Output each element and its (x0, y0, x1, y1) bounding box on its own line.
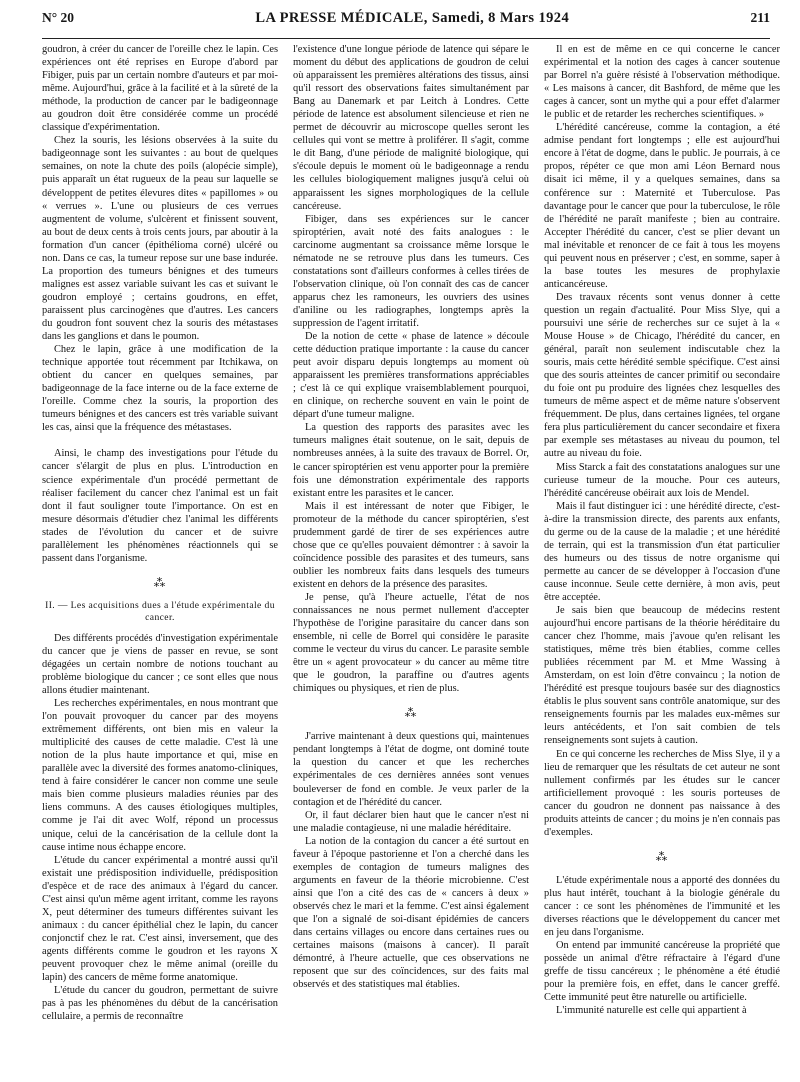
article-columns (42, 43, 780, 1023)
paragraph: Chez la souris, les lésions observées à la suite du badigeonnage sont les suivantes : au bout de quelques semaines, on note la chute des poils (alopécie simple), puis apparaît un état rugueux de la peau sur laquelle se développent de petites élevures dites « papillomes » ou « verrues ». L'une ou plusieurs de ces verrues augmentent de volume, s'ulcèrent et finissent souvent, au bout de deux cents à trois cents jours, par aboutir à la formation d'un cancer (épithélioma corné) ulcéré ou non. Dans ce cas, la tumeur repose sur une base indurée. La proportion des tumeurs bénignes et des tumeurs malignes est assez variable suivant les cas et suivant le goudron employé ; certains goudrons, en effet, paraissent plus carcinogènes que d'autres. Les cancers du goudron font souvent chez la souris des métastases dans les ganglions et dans le poumon. (42, 135, 278, 343)
paragraph: L'étude du cancer expérimental a montré aussi qu'il existait une prédisposition individuelle, prédisposition d'espèce et de race des animaux à l'égard du cancer. C'est ainsi qu'un même agent irritant, comme les rayons X, peut déterminer des tumeurs différentes suivant les animaux : du cancer épithélial chez le lapin, du cancer conjonctif chez le rat. C'est ainsi, inversement, que des agents différents comme le goudron et les rayons X peuvent provoquer chez le même animal (oreille du lapin) des cancers de même forme anatomique. (42, 854, 278, 984)
running-header (42, 10, 770, 32)
asterism: ⁂ (153, 575, 167, 590)
section-heading: II. — Les acquisitions dues a l'étude expérimentale du cancer. (45, 599, 275, 623)
paragraph: Je pense, qu'à l'heure actuelle, l'état de nos connaissances ne nous permet nullement d'accepter l'hypothèse de l'origine parasitaire du cancer dans son ensemble, ni celle de Borrel qui considère le parasite comme le vecteur du virus du cancer. Le parasite semble être un « agent provocateur » du cancer au même titre que le goudron, la paraffine ou d'autres agents chimiques ou physiques, et rien de plus. (293, 591, 529, 695)
paragraph: Des travaux récents sont venus donner à cette question un regain d'actualité. Pour Miss Slye, qui a poursuivi une série de recherches sur ce sujet à la « Mouse House » de Chicago, l'hérédité du cancer, en général, paraît non seulement indiscutable chez la souris, mais cette hérédité semble spécifique. C'est ainsi que des souris atteintes de cancer primitif ou secondaire du foie ont pu produire des lignées chez lesquelles des tumeurs de même aspect et de même nature s'observent fréquemment. De plus, dans certaines lignées, tel organe fera plus particulièrement du cancer secondaire et fixera par exemple ses métastases au niveau du poumon, tel autre au niveau du foie. (544, 291, 780, 460)
paragraph: l'existence d'une longue période de latence qui sépare le moment du début des applications de goudron de celui où apparaissent les premières altérations des tissus, ainsi qu'il ressort des observations faites simultanément par Bang au Danemark et par Leitch à Londres. Cette période de latence est absolument silencieuse et rien ne permet de découvrir au microscope quelles seront les cellules qui vont se mettre à proliférer. Il s'agit, comme le dit Bang, d'une période de malignité biologique, qui s'écoule depuis le moment où le badigeonnage a rendu les cellules biologiquement malignes jusqu'à celui où apparaissent les signes morphologiques de la cellule cancéreuse. (293, 44, 529, 212)
paragraph: Ainsi, le champ des investigations pour l'étude du cancer s'élargit de plus en plus. L'introduction en science expérimentale d'un procédé permettant de réaliser facilement du cancer chez l'animal est un fait dont il faut souligner toute l'importance. On est en mesure désormais d'étudier chez l'animal les différents stades de l'évolution du cancer et de suivre parallèlement les phénomènes réactionnels qui se passent dans l'organisme. (42, 448, 278, 564)
paragraph: La question des rapports des parasites avec les tumeurs malignes était soutenue, on le sait, depuis de nombreuses années, à la suite des travaux de Borrel. Or, le cancer spiroptérien est venu apporter pour la première fois une démonstration expérimentale des rapports existant entre les parasites et le cancer. (293, 422, 529, 499)
paragraph: Je sais bien que beaucoup de médecins restent aujourd'hui encore partisans de la théorie héréditaire du cancer chez l'homme, mais j'avoue qu'en relisant les statistiques, même très bien établies, comme celles publiées récemment par M. et Mme Wassing à Amsterdam, on est loin d'être convaincu ; la notion de l'hérédité est presque toujours basée sur des diagnostics établis le plus souvent sans contrôle anatomique, sur des renseignements fournis par les malades eux-mêmes sur leurs antécédents, et l'on sait combien de tels renseignements sont sujets à caution. (544, 605, 780, 747)
paragraph: Il en est de même en ce qui concerne le cancer expérimental et la notion des cages à cancer soutenue par Borrel n'a guère résisté à l'observation méthodique. « Les maisons à cancer, dit Bashford, de même que les cages à cancer, sont un mythe qui a pour effet d'alarmer le public et de retarder les recherches scientifiques. » (544, 44, 780, 121)
asterism: ⁂ (655, 849, 669, 864)
header-rule (42, 38, 770, 39)
paragraph: La notion de la contagion du cancer a été surtout en faveur à l'époque pastorienne et l'on a cherché dans les exemples de contagion de tumeurs malignes des arguments en faveur de la théorie microbienne. C'est ainsi que l'on a cité des cas de « cancers à deux » observés chez le mari et la femme. C'est ainsi également que l'on a signalé de soi-disant épidémies de cancers dans certains villages ou encore dans certaines rues ou certaines maisons (maisons à cancer). Il paraît démontré, à l'heure actuelle, que ces observations ne reposent que sur des coïncidences, sur des faits mal observés et des statistiques mal établies. (293, 835, 529, 991)
paragraph: En ce qui concerne les recherches de Miss Slye, il y a lieu de remarquer que les résultats de cet auteur ne sont nullement confirmés par les études sur le cancer artificiellement provoqué : les souris porteuses de cancer du goudron ne donnent pas naissance à des produits atteints de cancer ; du moins je n'en connais pas d'exemples. (544, 748, 780, 838)
journal-title-line (255, 10, 569, 27)
journal-title: LA PRESSE MÉDICALE, (255, 10, 428, 26)
paragraph: Or, il faut déclarer bien haut que le cancer n'est ni une maladie contagieuse, ni une maladie héréditaire. (293, 809, 529, 834)
column-3 (544, 43, 780, 1023)
paragraph: L'immunité naturelle est celle qui appartient à (556, 1005, 747, 1017)
paragraph: De la notion de cette « phase de latence » découle cette déduction pratique importante : la cause du cancer peut avoir disparu depuis longtemps au moment où apparaissent les premières transformations appréciables ; c'est là ce qui explique vraisemblablement pourquoi, en clinique, on recherche souvent en vain le point de départ d'une tumeur maligne. (293, 331, 529, 421)
paragraph: Des différents procédés d'investigation expérimentale du cancer que je viens de passer en revue, se sont dégagées un certain nombre de notions touchant au problème biologique du cancer ; ce sont elles que nous allons étudier maintenant. (42, 632, 278, 697)
column-1 (42, 43, 278, 1023)
paragraph: L'étude expérimentale nous a apporté des données du plus haut intérêt, touchant à la biologie générale du cancer : ce sont les phénomènes de l'immunité et les diverses réactions que le développement du cancer met en jeu dans l'organisme. (544, 874, 780, 939)
paragraph: Chez le lapin, grâce à une modification de la technique apportée tout récemment par Itchikawa, on obtient du cancer en quelques semaines, par badigeonnage de la face interne ou de la face externe de l'oreille. Comme chez la souris, la proportion des tumeurs bénignes et des cancers est très variable suivant les cas, ainsi que la fréquence des métastases. (42, 344, 278, 434)
asterism: ⁂ (404, 706, 418, 721)
paragraph: Les recherches expérimentales, en nous montrant que l'on pouvait provoquer du cancer par des moyens extrêmement différents, ont bien mis en valeur la multiplicité des causes de cette maladie. C'est là une notion de la plus haute importance et qui, mise en parallèle avec la diversité des formes anatomo-cliniques, tend à faire considérer le cancer non comme une seule mais bien comme plusieurs maladies réunies par des liens communs. A des causes étiologiques multiples, comme je l'ai dit avec Wolf, répond un processus unique, celui de la cancérisation de la cellule dont la cause intime nous échappe encore. (42, 698, 278, 853)
page-number: 211 (750, 10, 770, 25)
paragraph: J'arrive maintenant à deux questions qui, maintenues pendant longtemps à l'état de dogme, ont dominé toute la question du cancer et que les recherches expérimentales de ces dernières années sont venues bouleverser de fond en comble. Je veux parler de la contagion et de l'hérédité du cancer. (293, 731, 529, 808)
column-2 (293, 43, 529, 1023)
paragraph: Mais il faut distinguer ici : une hérédité directe, c'est-à-dire la transmission directe, des parents aux enfants, du germe ou de la cause de la maladie ; et une hérédité de terrain, qui est la transmission d'un état particulier des humeurs ou des tissus de notre organisme qui permette au cancer de se développer à l'occasion d'une cause inconnue. Seule cette dernière, à mon avis, peut être acceptée. (544, 500, 780, 603)
paragraph: L'hérédité cancéreuse, comme la contagion, a été admise pendant fort longtemps ; elle est aujourd'hui encore à l'état de dogme, dans le public. Je pourrais, à ce propos, répéter ce que mon ami Léon Bernard nous disait ici même, il y a quelques semaines, dans sa conférence sur : Maternité et Tuberculose. Pas davantage pour le cancer que pour la tuberculose, le rôle de l'hérédité ne paraît manifeste ; bien au contraire. Accepter l'hérédité du cancer, c'est se plier devant un mal inévitable et renoncer de ce fait à tous les moyens qui peuvent nous en préserver ; c'est, en somme, saper à la base toutes les mesures de prophylaxie anticancéreuse. (544, 122, 780, 290)
paragraph: L'étude du cancer du goudron, permettant de suivre pas à pas les phénomènes du début de la cancérisation cellulaire, a permis de reconnaître (42, 985, 278, 1023)
paragraph: goudron, à créer du cancer de l'oreille chez le lapin. Ces expériences ont été reprises en Europe d'abord par Fibiger, puis par un certain nombre d'auteurs et par moi-même. Aujourd'hui, grâce à la facilité et à la sûreté de la méthode, la production de cancer par le badigeonnage au goudron doit être considérée comme un procédé classique d'expérimentation. (42, 44, 278, 134)
paragraph: On entend par immunité cancéreuse la propriété que possède un animal d'être réfractaire à l'égard d'une greffe de tissu cancéreux ; le phénomène a été étudié pour la première fois, en effet, dans le cancer greffé. Cette immunité peut être naturelle ou artificielle. (544, 940, 780, 1004)
issue-date: Samedi, 8 Mars 1924 (431, 10, 570, 26)
issue-number: N° 20 (42, 10, 75, 25)
paragraph: Miss Starck a fait des constatations analogues sur une curieuse tumeur de la mouche. Pour ces auteurs, l'hérédité cancéreuse obéirait aux lois de Mendel. (544, 461, 780, 499)
paragraph: Mais il est intéressant de noter que Fibiger, le promoteur de la méthode du cancer spiroptérien, s'est prudemment gardé de tirer de ses expériences autre chose que ce qu'elles pouvaient démontrer : à savoir la coïncidence possible des parasites et des tumeurs, sans oublier les nombreux faits dans lesquels des tumeurs existent en dehors de la présence des parasites. (293, 500, 529, 590)
paragraph: Fibiger, dans ses expériences sur le cancer spiroptérien, avait noté des faits analogues : le carcinome augmentant sa croissance même lorsque le nématode ne se retrouve plus dans les tumeurs. Ces constatations sont d'ailleurs conformes à celles tirées de l'observation clinique, où l'on connaît des cas de cancer apparus chez les ramoneurs, les ouvriers des usines d'aniline ou les radiographes, longtemps après la suppression de l'agent irritatif. (293, 213, 529, 329)
